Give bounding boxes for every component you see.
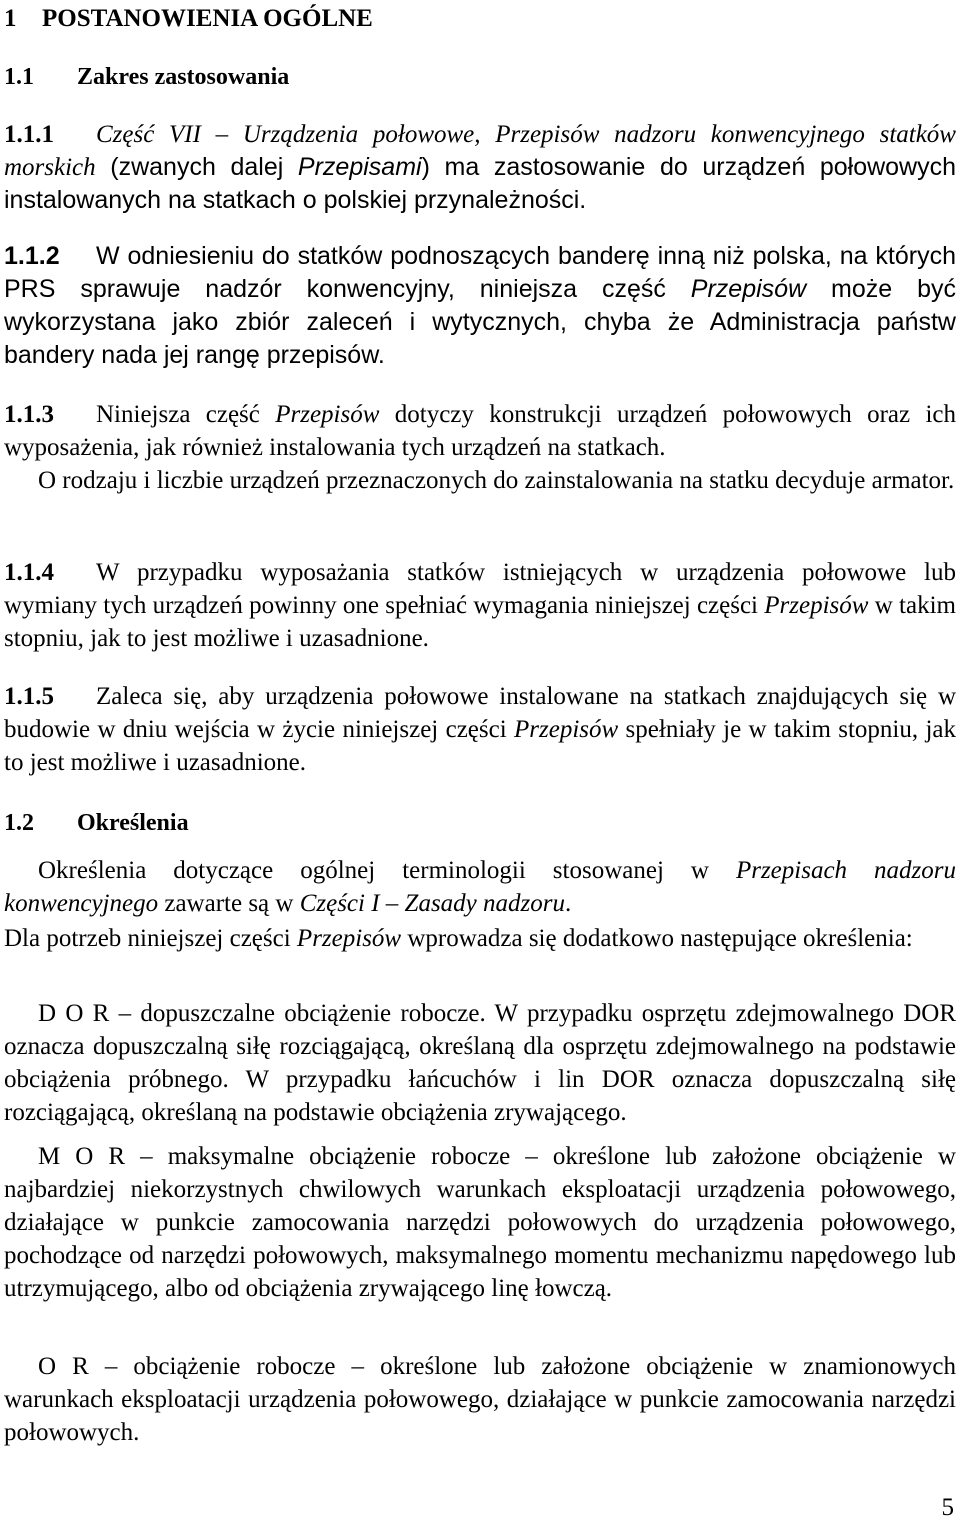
paragraph-text: wprowadza się dodatkowo następujące określenia: bbox=[401, 925, 913, 952]
paragraph-text: . bbox=[565, 890, 572, 917]
paragraph-text: Określenia dotyczące ogólnej terminologii stosowanej w bbox=[38, 857, 736, 884]
paragraph-text-italic: Część VII – Urządzenia połowowe, Przepisów nadzoru konwencyjnego statków morskich bbox=[4, 121, 956, 181]
definition-text: – dopuszczalne obciążenie robocze. W przypadku osprzętu zdejmowalnego DOR oznacza dopuszczalną siłę rozciągającą, określaną dla osprzętu zdejmowalnego na podstawie obciążenia próbnego. W przypadku łańcuchów i lin DOR oznacza dopuszczalną siłę rozciągającą, określaną na podstawie obciążenia zrywającego. bbox=[4, 1000, 956, 1126]
section-heading-1-1 bbox=[4, 62, 956, 92]
section-title: Zakres zastosowania bbox=[77, 64, 290, 90]
paragraph-text: może być wykorzystana jako zbiór zaleceń i wytycznych, chyba że Administracja państw bandery nada jej rangę przepisów. bbox=[4, 275, 956, 369]
paragraph-text: w takim stopniu, jak to jest możliwe i uzasadnione. bbox=[4, 592, 956, 652]
paragraph-1-1-1 bbox=[4, 118, 956, 217]
definition-term: O R bbox=[38, 1353, 89, 1380]
definition-dor bbox=[4, 997, 956, 1129]
paragraph-text: dotyczy konstrukcji urządzeń połowowych oraz ich wyposażenia, jak również instalowania tych urządzeń na statkach. bbox=[4, 401, 957, 461]
paragraph-text-italic: Przepisów bbox=[764, 592, 869, 619]
definition-term: D O R bbox=[38, 1000, 110, 1027]
section-title: POSTANOWIENIA OGÓLNE bbox=[42, 5, 373, 32]
section-number: 1.1 bbox=[4, 64, 34, 90]
paragraph-text: Niniejsza część bbox=[96, 401, 276, 428]
paragraph-text-italic: Przepisów bbox=[296, 925, 402, 952]
paragraph-number: 1.1.1 bbox=[4, 121, 54, 148]
paragraph-text: ) ma zastosowanie do urządzeń połowowych instalowanych na statkach o polskiej przynależności. bbox=[4, 153, 957, 214]
paragraph-text-italic: Przepisów bbox=[690, 275, 807, 303]
definitions-intro-1 bbox=[4, 854, 956, 920]
paragraph-text-italic: Przepisów bbox=[514, 716, 619, 743]
section-number: 1 bbox=[4, 5, 17, 32]
paragraph-text-italic: Przepisów bbox=[275, 401, 380, 428]
page-number: 5 bbox=[941, 1494, 954, 1521]
definition-term: M O R bbox=[38, 1143, 126, 1170]
paragraph-text-italic: Części I – Zasady nadzoru bbox=[299, 890, 565, 917]
paragraph-text: Zaleca się, aby urządzenia połowowe instalowane na statkach znajdujących się w budowie w dniu wejścia w życie niniejszej części bbox=[4, 683, 956, 743]
paragraph-text: O rodzaju i liczbie urządzeń przeznaczonych do zainstalowania na statku decyduje armator. bbox=[38, 467, 955, 494]
section-number: 1.2 bbox=[4, 810, 34, 836]
section-heading-1-2 bbox=[4, 808, 956, 838]
definition-text: – maksymalne obciążenie robocze – określone lub założone obciążenie w najbardziej niekorzystnych chwilowych warunkach eksploatacji urządzenia połowowego, działające w punkcie zamocowania narzędzi połowowych do urządzenia połowowego, pochodzące od narzędzi połowowych, maksymalnego momentu mechanizmu napędowego lub utrzymującego, albo od obciążenia zrywającego linę łowczą. bbox=[4, 1143, 956, 1302]
paragraph-1-1-5 bbox=[4, 680, 956, 779]
section-title: Określenia bbox=[77, 810, 189, 836]
paragraph-text: W przypadku wyposażania statków istniejących w urządzenia połowowe lub wymiany tych urządzeń powinny one spełniać wymagania niniejszej części bbox=[4, 559, 956, 619]
paragraph-text: zawarte są w bbox=[158, 890, 300, 917]
paragraph-number: 1.1.2 bbox=[4, 242, 60, 270]
definition-or bbox=[4, 1350, 956, 1449]
definitions-intro-2 bbox=[4, 922, 956, 955]
paragraph-1-1-4 bbox=[4, 556, 956, 655]
paragraph-text: spełniały je w takim stopniu, jak to jest możliwe i uzasadnione. bbox=[4, 716, 957, 776]
paragraph-text: W odniesieniu do statków podnoszących banderę inną niż polska, na których PRS sprawuje nadzór konwencyjny, niniejsza część bbox=[4, 242, 956, 303]
paragraph-text-italic: Przepisach nadzoru konwencyjnego bbox=[4, 857, 956, 917]
definition-text: – obciążenie robocze – określone lub założone obciążenie w znamionowych warunkach eksploatacji urządzenia połowowego, działające w punkcie zamocowania narzędzi połowowych. bbox=[4, 1353, 956, 1446]
paragraph-1-1-2 bbox=[4, 240, 956, 372]
paragraph-text: Dla potrzeb niniejszej części bbox=[4, 925, 297, 952]
section-heading-1 bbox=[4, 2, 956, 35]
paragraph-number: 1.1.3 bbox=[4, 401, 54, 428]
paragraph-number: 1.1.5 bbox=[4, 683, 54, 710]
paragraph-1-1-3 bbox=[4, 398, 956, 497]
paragraph-text: (zwanych dalej bbox=[95, 153, 298, 181]
paragraph-number: 1.1.4 bbox=[4, 559, 54, 586]
paragraph-text-italic: Przepisami bbox=[297, 153, 422, 181]
definition-mor bbox=[4, 1140, 956, 1305]
